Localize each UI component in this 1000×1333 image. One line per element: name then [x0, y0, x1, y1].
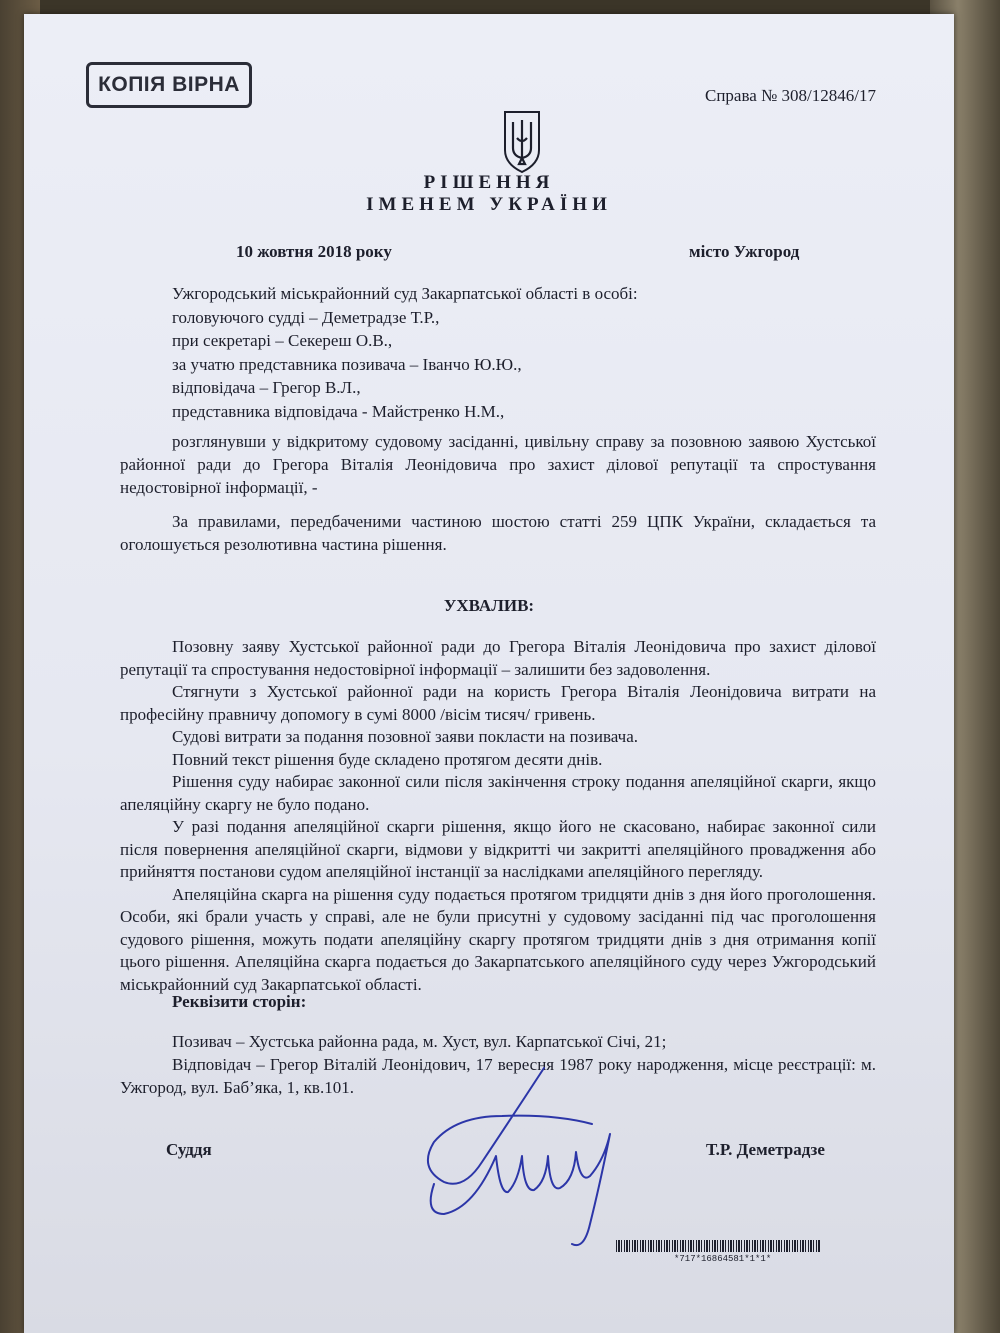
judge-name: Т.Р. Деметрадзе — [706, 1140, 825, 1159]
ruling-paragraph: Рішення суду набирає законної сили після закінчення строку подання апеляційної скарги, якщо апеляційну скаргу не було подано. — [120, 772, 876, 814]
decision-city: місто Ужгород — [689, 242, 800, 261]
document-page — [24, 14, 954, 1333]
court-line: головуючого судді – Деметрадзе Т.Р., — [172, 307, 440, 327]
decision-date: 10 жовтня 2018 року — [236, 242, 392, 261]
barcode-number: *717*16864581*1*1* — [674, 1254, 772, 1264]
requisites-heading: Реквізити сторін: — [172, 992, 307, 1011]
requisite-line: Відповідач – Грегор Віталій Леонідович, 17 вересня 1987 року народження, місце реєстрації: м. Ужгород, вул. Баб’яка, 1, кв.101. — [120, 1055, 876, 1097]
barcode — [616, 1240, 821, 1252]
ruling-paragraph: Апеляційна скарга на рішення суду подається протягом тридцяти днів з дня його проголошення. Особи, які брали участь у справі, але не були присутні у судовому засіданні під час проголошення судового рішення, можуть подати апеляційну скаргу протягом тридцяти днів з дня отримання копії цього рішення. Апеляційна скарга подається до Закарпатського апеляційного суду через Ужгородський міськрайонний суд Закарпатської області. — [120, 884, 876, 994]
court-line: відповідача – Грегор В.Л., — [172, 378, 361, 398]
requisite-line: Позивач – Хустська районна рада, м. Хуст, вул. Карпатської Січі, 21; — [172, 1032, 667, 1051]
considered-paragraph: розглянувши у відкритому судовому засіданні, цивільну справу за позовною заявою Хустської районної ради до Грегора Віталія Леонідовича про захист ділової репутації та спростування недостовірної інформації, - — [120, 432, 876, 497]
court-line: представника відповідача - Майстренко Н.М., — [172, 401, 505, 421]
ruling-paragraph: Повний текст рішення буде складено протягом десяти днів. — [172, 749, 603, 769]
ruling-paragraph: Стягнути з Хустської районної ради на користь Грегора Віталія Леонідовича витрати на професійну правничу допомогу в сумі 8000 /вісім тисяч/ гривень. — [120, 682, 876, 724]
court-line: Ужгородський міськрайонний суд Закарпатської області в особі: — [172, 284, 638, 303]
ruling-paragraph: Позовну заяву Хустської районної ради до Грегора Віталія Леонідовича про захист ділової репутації та спростування недостовірної інформації – залишити без задоволення. — [120, 637, 876, 679]
court-line: при секретарі – Секереш О.В., — [172, 331, 393, 351]
ruling-paragraph: У разі подання апеляційної скарги рішення, якщо його не скасовано, набирає законної сили після повернення апеляційної скарги, відмови у відкритті чи закритті апеляційного провадження або прийняття постанови судом апеляційної інстанції за наслідками апеляційного перегляду. — [120, 817, 876, 881]
judge-signature — [404, 1064, 624, 1254]
court-line: за учатю представника позивача – Іванчо Ю.Ю., — [172, 354, 522, 374]
ruling-section — [120, 636, 876, 996]
document-title: РІШЕННЯ — [423, 172, 555, 193]
judge-label: Суддя — [166, 1140, 212, 1159]
document-subtitle: ІМЕНЕМ УКРАЇНИ — [366, 194, 612, 215]
ruling-paragraph: Судові витрати за подання позовної заяви покласти на позивача. — [172, 727, 639, 746]
trident-coat-of-arms-icon — [501, 110, 543, 174]
case-number: Справа № 308/12846/17 — [705, 86, 876, 105]
copy-verified-stamp: КОПІЯ ВІРНА — [86, 62, 252, 108]
ruled-heading: УХВАЛИВ: — [443, 596, 535, 615]
court-composition — [172, 282, 638, 424]
rules-paragraph: За правилами, передбаченими частиною шостою статті 259 ЦПК України, складається та оголошується резолютивна частина рішення. — [120, 512, 876, 554]
